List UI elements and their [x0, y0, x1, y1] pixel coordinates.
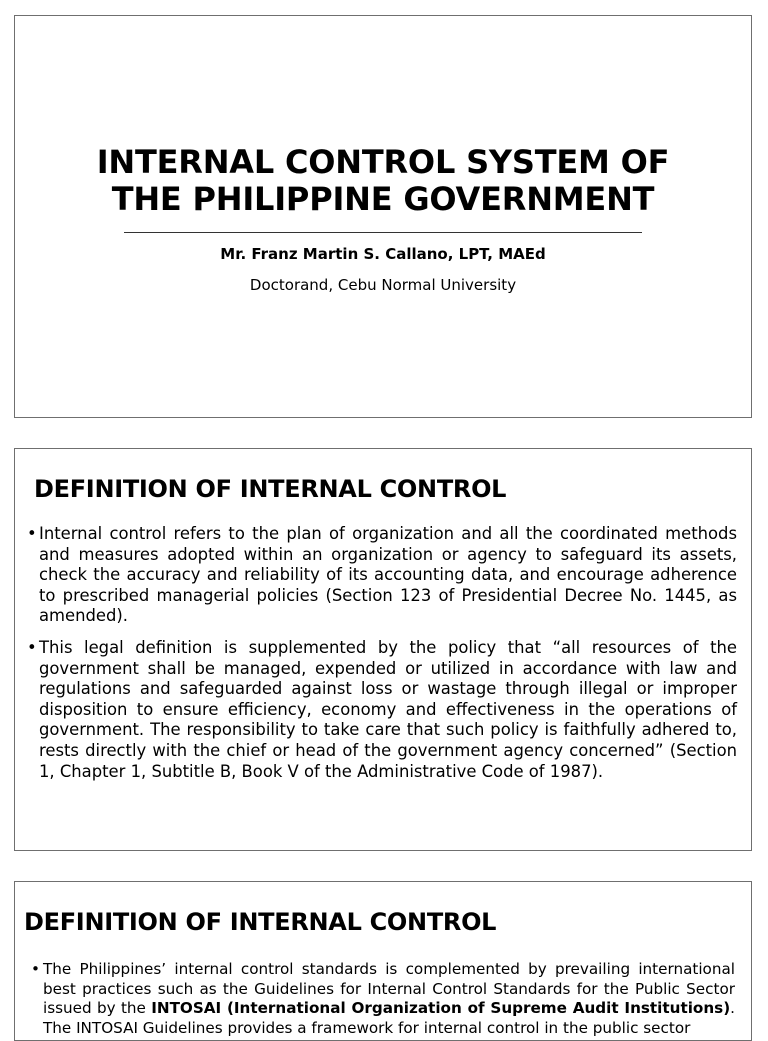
bullet-list	[27, 524, 737, 793]
bullet-item	[27, 638, 737, 782]
definition-slide-1	[14, 448, 752, 851]
bullet-text-part-1: The Philippines’ internal control standards is complemented by prevailing international best practices such as the Guidelines for Internal Control Standards for the Public Sector issued by the	[43, 960, 735, 1018]
slide-title	[15, 144, 751, 218]
slide-heading: DEFINITION OF INTERNAL CONTROL	[24, 908, 497, 936]
bullet-item	[31, 960, 735, 1038]
bullet-icon: •	[31, 960, 40, 978]
bullet-icon: •	[27, 637, 37, 657]
bullet-list	[31, 960, 735, 1041]
definition-slide-2	[14, 881, 752, 1041]
bullet-item	[27, 524, 737, 627]
title-slide	[14, 15, 752, 418]
slide-heading: DEFINITION OF INTERNAL CONTROL	[34, 475, 507, 503]
slide-title-line-1: INTERNAL CONTROL SYSTEM OF	[96, 143, 670, 181]
bullet-text: Internal control refers to the plan of organization and all the coordinated methods and measures adopted within an organization or agency to safeguard its assets, check the accuracy and reliability of its accounting data, and encourage adherence to prescribed managerial policies (Section 123 of Presidential Decree No. 1445, as amended).	[39, 524, 737, 626]
slide-title-line-2: THE PHILIPPINE GOVERNMENT	[111, 180, 655, 218]
bullet-text-bold: INTOSAI (International Organization of Supreme Audit Institutions)	[151, 999, 731, 1018]
author-name: Mr. Franz Martin S. Callano, LPT, MAEd	[220, 245, 546, 263]
bullet-text: This legal definition is supplemented by the policy that “all resources of the government shall be managed, expended or utilized in accordance with law and regulations and safeguarded against loss or wastage through illegal or improper disposition to ensure efficiency, economy and effectiveness in the operations of government. The responsibility to take care that such policy is faithfully adhered to, rests directly with the chief or head of the government agency concerned” (Section 1, Chapter 1, Subtitle B, Book V of the Administrative Code of 1987).	[39, 637, 737, 781]
author-affiliation: Doctorand, Cebu Normal University	[249, 276, 517, 294]
bullet-text-part-2: . The INTOSAI Guidelines provides a framework for internal control in the public sector	[43, 999, 735, 1037]
title-divider	[124, 232, 642, 233]
title-block	[15, 144, 751, 294]
bullet-icon: •	[27, 524, 37, 543]
